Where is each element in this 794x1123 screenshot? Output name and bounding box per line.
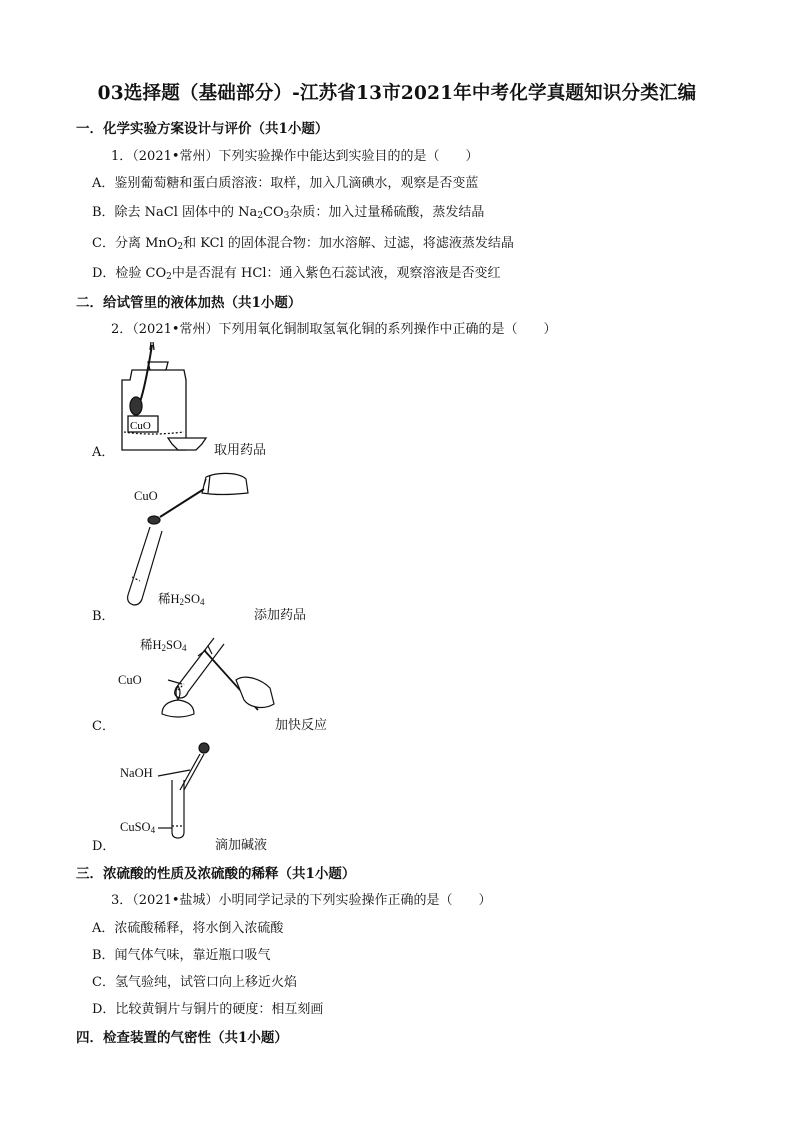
q2-d-label-naoh: NaOH	[120, 766, 153, 780]
q2-b-label-acid: 稀$H_2SO_4$	[158, 592, 205, 607]
q2-c-label-acid: 稀$H_2SO_4$	[140, 638, 187, 653]
q2-option-a-caption: 取用药品	[214, 443, 267, 458]
q2-d-label-cuso4: CuSO$_4$	[120, 820, 156, 835]
q2-option-b-caption: 添加药品	[254, 608, 307, 623]
q2-option-a-letter: A．	[92, 445, 115, 460]
section-heading-2: 二．给试管里的液体加热（共1小题）	[76, 295, 302, 311]
q2-option-b-letter: B．	[92, 609, 115, 624]
q1-option-b: B．除去 NaCl 固体中的 $Na_2CO_3$杂质：加入过量稀硫酸，蒸发结晶	[92, 205, 485, 221]
q2-option-c-caption: 加快反应	[275, 718, 328, 733]
question-3-stem: 3．（2021•盐城）小明同学记录的下列实验操作正确的是（ ）	[111, 893, 492, 908]
section-heading-4: 四．检查装置的气密性（共1小题）	[76, 1030, 288, 1046]
dropper-figure	[158, 740, 218, 840]
page-title: 03选择题（基础部分）-江苏省13市2021年中考化学真题知识分类汇编	[97, 83, 697, 104]
q1-option-c: C．分离 MnO$_2$和 KCl 的固体混合物：加水溶解、过滤，将滤液蒸发结晶	[92, 236, 514, 252]
jar-label-cuo: CuO	[130, 420, 151, 432]
q1-option-d: D．检验 $CO_2$中是否混有 HCl：通入紫色石蕊试液，观察溶液是否变红	[92, 266, 501, 282]
q3-option-b: B．闻气体气味，靠近瓶口吸气	[92, 948, 271, 963]
q2-b-label-cuo: CuO	[134, 489, 158, 503]
q3-option-c: C．氢气验纯，试管口向上移近火焰	[92, 975, 297, 990]
question-1-stem: 1．（2021•常州）下列实验操作中能达到实验目的的是（ ）	[111, 149, 479, 164]
q2-option-d-letter: D．	[92, 839, 116, 854]
question-2-stem: 2．（2021•常州）下列用氧化铜制取氢氧化铜的系列操作中正确的是（ ）	[111, 322, 557, 337]
q3-option-d: D．比较黄铜片与铜片的硬度：相互刻画	[92, 1002, 324, 1017]
heating-test-tube-figure	[148, 630, 278, 730]
q1-option-a: A．鉴别葡萄糖和蛋白质溶液：取样，加入几滴碘水，观察是否变蓝	[92, 176, 479, 191]
q2-c-label-cuo: CuO	[118, 673, 142, 687]
q2-option-d-caption: 滴加碱液	[215, 838, 268, 853]
section-heading-1: 一．化学实验方案设计与评价（共1小题）	[76, 121, 329, 137]
reagent-jar-figure	[110, 340, 220, 455]
section-heading-3: 三．浓硫酸的性质及浓硫酸的稀释（共1小题）	[76, 866, 356, 882]
q2-option-c-letter: C．	[92, 719, 115, 734]
q3-option-a: A．浓硫酸稀释，将水倒入浓硫酸	[92, 921, 284, 936]
